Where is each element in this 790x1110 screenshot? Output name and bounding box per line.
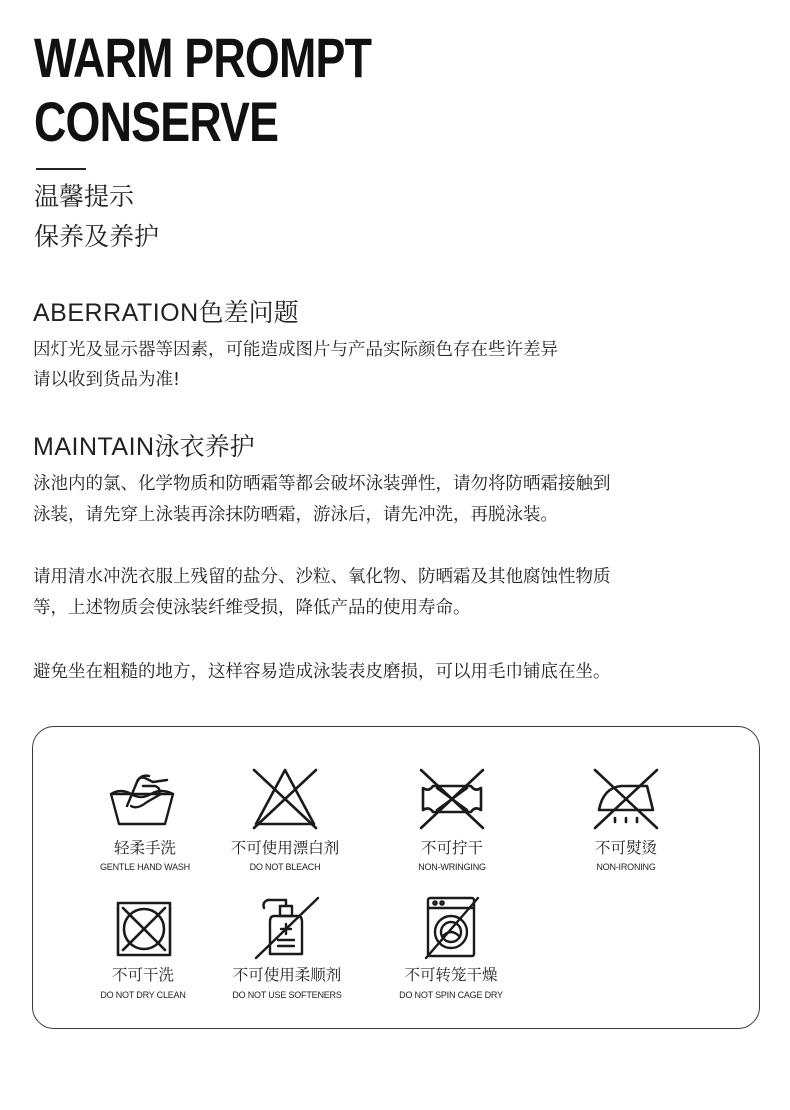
- care-item-do-not-use-softeners: [222, 894, 352, 1006]
- care-label-en: DO NOT USE SOFTENERS: [232, 990, 342, 1000]
- non-ironing-icon: [591, 766, 661, 830]
- subtitle-maintenance: 保养及养护: [34, 222, 160, 251]
- aberration-heading-en: ABERRATION: [33, 299, 199, 327]
- aberration-text-line: 因灯光及显示器等因素，可能造成图片与产品实际颜色存在些许差异: [33, 340, 558, 360]
- care-label-en: NON-WRINGING: [418, 862, 486, 872]
- care-item-do-not-bleach: [225, 764, 345, 874]
- maintain-heading-en: MAINTAIN: [33, 433, 155, 461]
- care-label-en: GENTLE HAND WASH: [100, 862, 190, 872]
- gentle-hand-wash-icon: [107, 764, 179, 832]
- aberration-heading: [33, 300, 299, 326]
- title-conserve: CONSERVE: [34, 90, 279, 153]
- maintain-heading: [33, 434, 255, 460]
- care-label-cn: 不可拧干: [420, 839, 483, 857]
- care-item-non-wringing: [402, 764, 502, 874]
- care-label-en: DO NOT SPIN CAGE DRY: [399, 990, 503, 1000]
- care-label-cn: 不可转笼干燥: [404, 966, 498, 984]
- title-divider: [36, 168, 86, 170]
- maintain-paragraph-2-line: 请用清水冲洗衣服上残留的盐分、沙粒、氧化物、防晒霜及其他腐蚀性物质: [33, 567, 611, 587]
- non-wringing-icon: [417, 766, 487, 830]
- care-item-do-not-dry-clean: [90, 896, 196, 1006]
- care-label-cn: 轻柔手洗: [113, 839, 176, 857]
- do-not-dry-clean-icon: [115, 900, 173, 958]
- maintain-paragraph-1-line: 泳装，请先穿上泳装再涂抹防晒霜，游泳后，请先冲洗，再脱泳装。: [33, 505, 558, 525]
- maintain-heading-cn: 泳衣养护: [154, 432, 255, 461]
- care-label-cn: 不可熨烫: [594, 839, 657, 857]
- care-label-cn: 不可使用柔顺剂: [232, 966, 342, 984]
- subtitle-warm-tips: 温馨提示: [34, 182, 135, 211]
- aberration-text-line: 请以收到货品为准!: [33, 370, 181, 390]
- care-item-do-not-spin-cage-dry: [394, 894, 508, 1006]
- do-not-bleach-icon: [250, 766, 320, 830]
- care-label-en: NON-IRONING: [596, 862, 656, 872]
- aberration-heading-cn: 色差问题: [198, 298, 299, 327]
- care-item-gentle-hand-wash: [95, 764, 195, 874]
- care-label-en: DO NOT DRY CLEAN: [100, 990, 186, 1000]
- care-label-cn: 不可使用漂白剂: [230, 839, 340, 857]
- do-not-spin-cage-dry-icon: [418, 894, 484, 960]
- care-label-en: DO NOT BLEACH: [249, 862, 321, 872]
- maintain-paragraph-2-line: 等，上述物质会使泳装纤维受损，降低产品的使用寿命。: [33, 598, 471, 618]
- maintain-paragraph-1-line: 泳池内的氯、化学物质和防晒霜等都会破坏泳装弹性，请勿将防晒霜接触到: [33, 474, 611, 494]
- title-warm-prompt: WARM PROMPT: [34, 26, 372, 89]
- care-label-cn: 不可干洗: [111, 966, 174, 984]
- do-not-use-softeners-icon: [252, 894, 322, 960]
- maintain-paragraph-3-line: 避免坐在粗糙的地方，这样容易造成泳装表皮磨损，可以用毛巾铺底在坐。: [33, 662, 611, 682]
- care-item-non-ironing: [576, 764, 676, 874]
